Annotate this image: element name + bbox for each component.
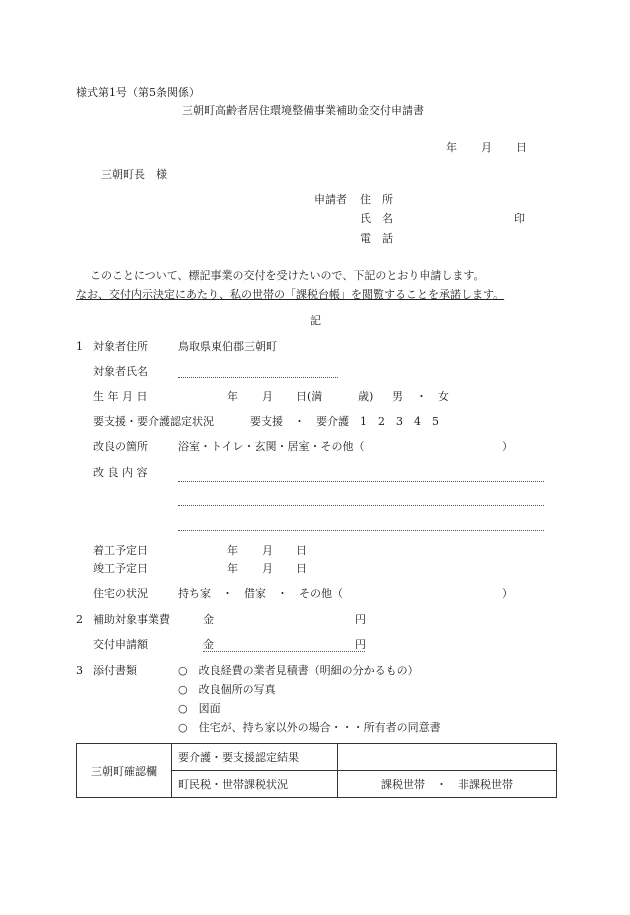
care-result-value <box>338 744 557 771</box>
tax-status-label: 町民税・世帯課税状況 <box>172 771 338 798</box>
dob-label: 生 年 月 日 <box>93 390 148 403</box>
attachment-item: ○ 図面 <box>178 702 221 715</box>
housing-label: 住宅の状況 <box>93 587 148 600</box>
target-name-label: 対象者氏名 <box>93 365 148 378</box>
attachment-item: ○ 改良個所の写真 <box>178 683 276 696</box>
end-date-month: 月 <box>262 562 273 575</box>
target-name-line <box>178 377 338 378</box>
improvement-content-line-3 <box>178 530 544 531</box>
sex-female: 女 <box>438 390 449 403</box>
consent-text: なお、交付内示決定にあたり、私の世帯の「課税台帳」を閲覧することを承諾します。 <box>76 288 505 301</box>
section3-number: 3 <box>76 664 83 677</box>
improvement-places-label: 改良の箇所 <box>93 440 148 453</box>
subsidy-cost-label: 補助対象事業費 <box>93 613 170 626</box>
date-month: 月 <box>481 141 492 154</box>
target-address-label: 対象者住所 <box>93 340 148 353</box>
care-status-label: 要支援・要介護認定状況 <box>93 415 214 428</box>
dob-day: 日(満 <box>296 390 323 403</box>
tax-status-value: 課税世帯 ・ 非課税世帯 <box>338 771 557 798</box>
grant-amount-line <box>203 651 365 652</box>
grant-amount-yen: 円 <box>355 638 366 651</box>
improvement-content-label: 改 良 内 容 <box>93 466 148 479</box>
confirmation-heading: 三朝町確認欄 <box>77 744 172 798</box>
dob-year: 年 <box>227 390 238 403</box>
start-date-day: 日 <box>296 544 307 557</box>
improvement-content-line-2 <box>178 505 544 506</box>
care-result-label: 要介護・要支援認定結果 <box>172 744 338 771</box>
form-title: 三朝町高齢者居住環境整備事業補助金交付申請書 <box>182 104 424 117</box>
grant-amount-kin: 金 <box>203 638 214 651</box>
form-number: 様式第1号（第5条関係） <box>76 86 200 99</box>
date-day: 日 <box>516 141 527 154</box>
applicant-label: 申請者 <box>314 193 347 206</box>
intro-text: このことについて、標記事業の交付を受けたいので、下記のとおり申請します。 <box>90 269 485 282</box>
sex-male: 男 <box>392 390 403 403</box>
housing-close: ） <box>502 587 513 600</box>
subsidy-cost-yen: 円 <box>355 613 366 626</box>
target-address-value: 鳥取県東伯郡三朝町 <box>178 340 277 353</box>
attachment-item: ○ 住宅が、持ち家以外の場合・・・所有者の同意書 <box>178 721 441 734</box>
start-date-month: 月 <box>262 544 273 557</box>
improvement-content-line-1 <box>178 481 544 482</box>
grant-amount-label: 交付申請額 <box>93 638 148 651</box>
applicant-name-label: 氏 名 <box>360 212 393 225</box>
start-date-label: 着工予定日 <box>93 544 148 557</box>
attachment-item: ○ 改良経費の業者見積書（明細の分かるもの） <box>178 664 419 677</box>
date-year: 年 <box>446 141 457 154</box>
dob-age: 歳) <box>358 390 374 403</box>
section1-number: 1 <box>76 340 83 353</box>
addressee: 三朝町長 様 <box>101 168 167 181</box>
housing-value: 持ち家 ・ 借家 ・ その他（ <box>178 587 343 600</box>
care-status-value: 要支援 ・ 要介護 1 2 3 4 5 <box>250 415 439 428</box>
improvement-places-value: 浴室・トイレ・玄関・居室・その他（ <box>178 440 365 453</box>
applicant-phone-label: 電 話 <box>360 232 393 245</box>
dob-month: 月 <box>262 390 273 403</box>
confirmation-table <box>76 743 557 798</box>
end-date-year: 年 <box>227 562 238 575</box>
seal-mark: 印 <box>514 212 525 225</box>
attachments-label: 添付書類 <box>93 664 137 677</box>
ki-heading: 記 <box>310 314 321 327</box>
subsidy-cost-kin: 金 <box>203 613 214 626</box>
end-date-day: 日 <box>296 562 307 575</box>
section2-number: 2 <box>76 613 83 626</box>
sex-separator: ・ <box>416 390 427 403</box>
start-date-year: 年 <box>227 544 238 557</box>
improvement-places-close: ） <box>502 440 513 453</box>
applicant-address-label: 住 所 <box>360 193 393 206</box>
end-date-label: 竣工予定日 <box>93 562 148 575</box>
